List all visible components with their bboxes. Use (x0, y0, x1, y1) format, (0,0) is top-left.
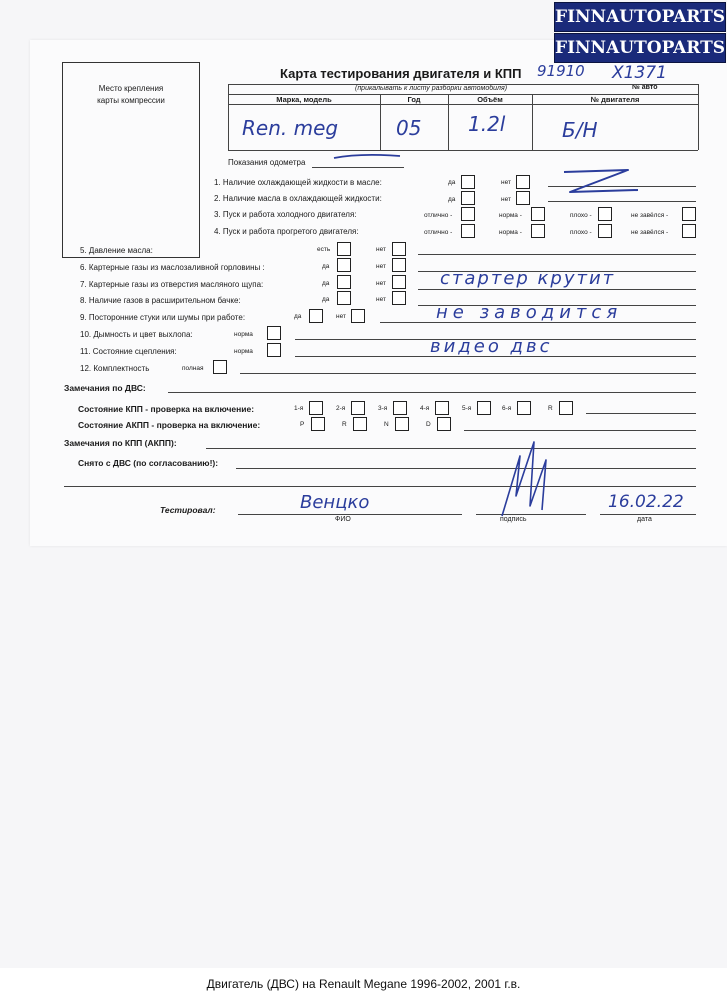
watermark-bottom: FINNAUTOPARTS (554, 33, 726, 63)
item-5-no-label: нет (376, 246, 386, 253)
item-6-no-label: нет (376, 263, 386, 270)
item-7-yes-label: да (322, 280, 330, 287)
item-9-no-checkbox[interactable] (351, 309, 365, 323)
item-2-no-label: нет (501, 196, 511, 203)
item-4-bad-label: плохо - (570, 229, 592, 236)
gear-2-label: 2-я (336, 405, 346, 412)
gear-1-label: 1-я (294, 405, 304, 412)
item-11-normal-label: норма (234, 348, 253, 355)
item-12-full-label: полная (182, 365, 204, 372)
gear-3-label: 3-я (378, 405, 388, 412)
value-engine-no: Б/Н (562, 118, 598, 142)
item-4-norm-checkbox[interactable] (531, 224, 545, 238)
item-10-normal-label: норма (234, 331, 253, 338)
item-5: 5. Давление масла: (80, 246, 153, 255)
item-9-yes-label: да (294, 313, 302, 320)
gearbox-check-label: Состояние КПП - проверка на включение: (78, 404, 255, 414)
value-volume: 1.2l (468, 112, 506, 136)
item-8-yes-label: да (322, 296, 330, 303)
akpp-r-label: R (342, 421, 347, 428)
item-2-yes-label: да (448, 196, 456, 203)
test-date: 16.02.22 (608, 492, 684, 512)
item-8: 8. Наличие газов в расширительном бачке: (80, 296, 241, 305)
item-11-normal-checkbox[interactable] (267, 343, 281, 357)
item-7-no-checkbox[interactable] (392, 275, 406, 289)
car-number: X1371 (612, 63, 667, 83)
item-8-no-checkbox[interactable] (392, 291, 406, 305)
header-volume: Объём (477, 95, 503, 104)
form-subtitle: (прикалывать к листу разборки автомобиля) (355, 85, 508, 92)
signature-mark (490, 436, 570, 520)
compression-card-mount-box (62, 62, 200, 258)
item-1-yes-label: да (448, 179, 456, 186)
note-starter-cranks: стартер крутит (440, 268, 616, 289)
item-5-no-checkbox[interactable] (392, 242, 406, 256)
item-10-normal-checkbox[interactable] (267, 326, 281, 340)
form-title: Карта тестирования двигателя и КПП (280, 66, 522, 81)
item-9: 9. Посторонние стуки или шумы при работе: (80, 313, 246, 322)
item-12: 12. Комплектность (80, 364, 150, 373)
akpp-p-checkbox[interactable] (311, 417, 325, 431)
date-label: дата (637, 516, 652, 523)
item-4-no-start-label: не завёлся - (631, 229, 669, 236)
item-3-bad-checkbox[interactable] (598, 207, 612, 221)
image-caption: Двигатель (ДВС) на Renault Megane 1996-2002, 2001 г.в. (0, 968, 727, 1000)
remarks-gearbox-label: Замечания по КПП (АКПП): (64, 438, 177, 448)
mount-label-line2: карты компрессии (97, 96, 165, 105)
gear-r-label: R (548, 405, 553, 412)
item-9-yes-checkbox[interactable] (309, 309, 323, 323)
mount-label-line1: Место крепления (98, 84, 164, 93)
remarks-engine-label: Замечания по ДВС: (64, 383, 146, 393)
item-1-no-label: нет (501, 179, 511, 186)
tested-by-label: Тестировал: (160, 505, 216, 515)
item-4-excellent-label: отлично - (424, 229, 453, 236)
item-7: 7. Картерные газы из отверстия масляного щупа: (80, 280, 264, 289)
item-1-2-scribble (556, 166, 646, 200)
akpp-p-label: P (300, 421, 305, 428)
odometer-dash-mark (330, 150, 410, 164)
item-6-yes-checkbox[interactable] (337, 258, 351, 272)
car-number-label: № авто (632, 84, 658, 91)
value-year: 05 (396, 116, 422, 140)
item-7-yes-checkbox[interactable] (337, 275, 351, 289)
gear-1-checkbox[interactable] (309, 401, 323, 415)
item-3-norm-label: норма - (499, 212, 522, 219)
gear-2-checkbox[interactable] (351, 401, 365, 415)
akpp-n-checkbox[interactable] (395, 417, 409, 431)
item-3-excellent-label: отлично - (424, 212, 453, 219)
item-1-yes-checkbox[interactable] (461, 175, 475, 189)
item-8-yes-checkbox[interactable] (337, 291, 351, 305)
value-brand: Ren. meg (242, 116, 339, 140)
gear-r-checkbox[interactable] (559, 401, 573, 415)
fio-label: ФИО (335, 516, 351, 523)
header-brand: Марка, модель (276, 95, 332, 104)
item-2-yes-checkbox[interactable] (461, 191, 475, 205)
item-6-yes-label: да (322, 263, 330, 270)
akpp-d-label: D (426, 421, 431, 428)
akpp-d-checkbox[interactable] (437, 417, 451, 431)
item-6: 6. Картерные газы из маслозаливной горловины : (80, 263, 265, 272)
item-1-no-checkbox[interactable] (516, 175, 530, 189)
item-5-present-label: есть (317, 246, 331, 253)
item-4-norm-label: норма - (499, 229, 522, 236)
tester-name: Венцко (300, 492, 370, 513)
gear-5-label: 5-я (462, 405, 472, 412)
item-4-no-start-checkbox[interactable] (682, 224, 696, 238)
gear-6-checkbox[interactable] (517, 401, 531, 415)
item-2-no-checkbox[interactable] (516, 191, 530, 205)
item-1: 1. Наличие охлаждающей жидкости в масле: (214, 178, 382, 187)
item-6-no-checkbox[interactable] (392, 258, 406, 272)
item-3: 3. Пуск и работа холодного двигателя: (214, 210, 357, 219)
item-4: 4. Пуск и работа прогретого двигателя: (214, 227, 359, 236)
item-3-no-start-label: не завёлся - (631, 212, 669, 219)
gear-4-label: 4-я (420, 405, 430, 412)
item-4-excellent-checkbox[interactable] (461, 224, 475, 238)
item-8-no-label: нет (376, 296, 386, 303)
item-12-full-checkbox[interactable] (213, 360, 227, 374)
item-4-bad-checkbox[interactable] (598, 224, 612, 238)
item-2: 2. Наличие масла в охлаждающей жидкости: (214, 194, 382, 203)
item-7-no-label: нет (376, 280, 386, 287)
item-3-norm-checkbox[interactable] (531, 207, 545, 221)
gear-3-checkbox[interactable] (393, 401, 407, 415)
note-video-engine: видео двс (430, 336, 553, 357)
gear-5-checkbox[interactable] (477, 401, 491, 415)
item-3-no-start-checkbox[interactable] (682, 207, 696, 221)
gear-6-label: 6-я (502, 405, 512, 412)
akpp-n-label: N (384, 421, 389, 428)
item-3-excellent-checkbox[interactable] (461, 207, 475, 221)
removed-from-engine-label: Снято с ДВС (по согласованию!): (78, 458, 219, 468)
header-engine-no: № двигателя (590, 95, 640, 104)
form-number: 91910 (537, 62, 585, 80)
auto-gearbox-check-label: Состояние АКПП - проверка на включение: (78, 420, 261, 430)
signature-label: подпись (500, 516, 527, 523)
item-9-no-label: нет (336, 313, 346, 320)
header-year: Год (407, 95, 421, 104)
odometer-label: Показания одометра (228, 158, 306, 167)
item-5-present-checkbox[interactable] (337, 242, 351, 256)
note-does-not-start: не заводится (436, 302, 623, 323)
item-3-bad-label: плохо - (570, 212, 592, 219)
item-10: 10. Дымность и цвет выхлопа: (80, 330, 193, 339)
akpp-r-checkbox[interactable] (353, 417, 367, 431)
item-11: 11. Состояние сцепления: (80, 347, 177, 356)
watermark-top: FINNAUTOPARTS (554, 2, 726, 32)
gear-4-checkbox[interactable] (435, 401, 449, 415)
